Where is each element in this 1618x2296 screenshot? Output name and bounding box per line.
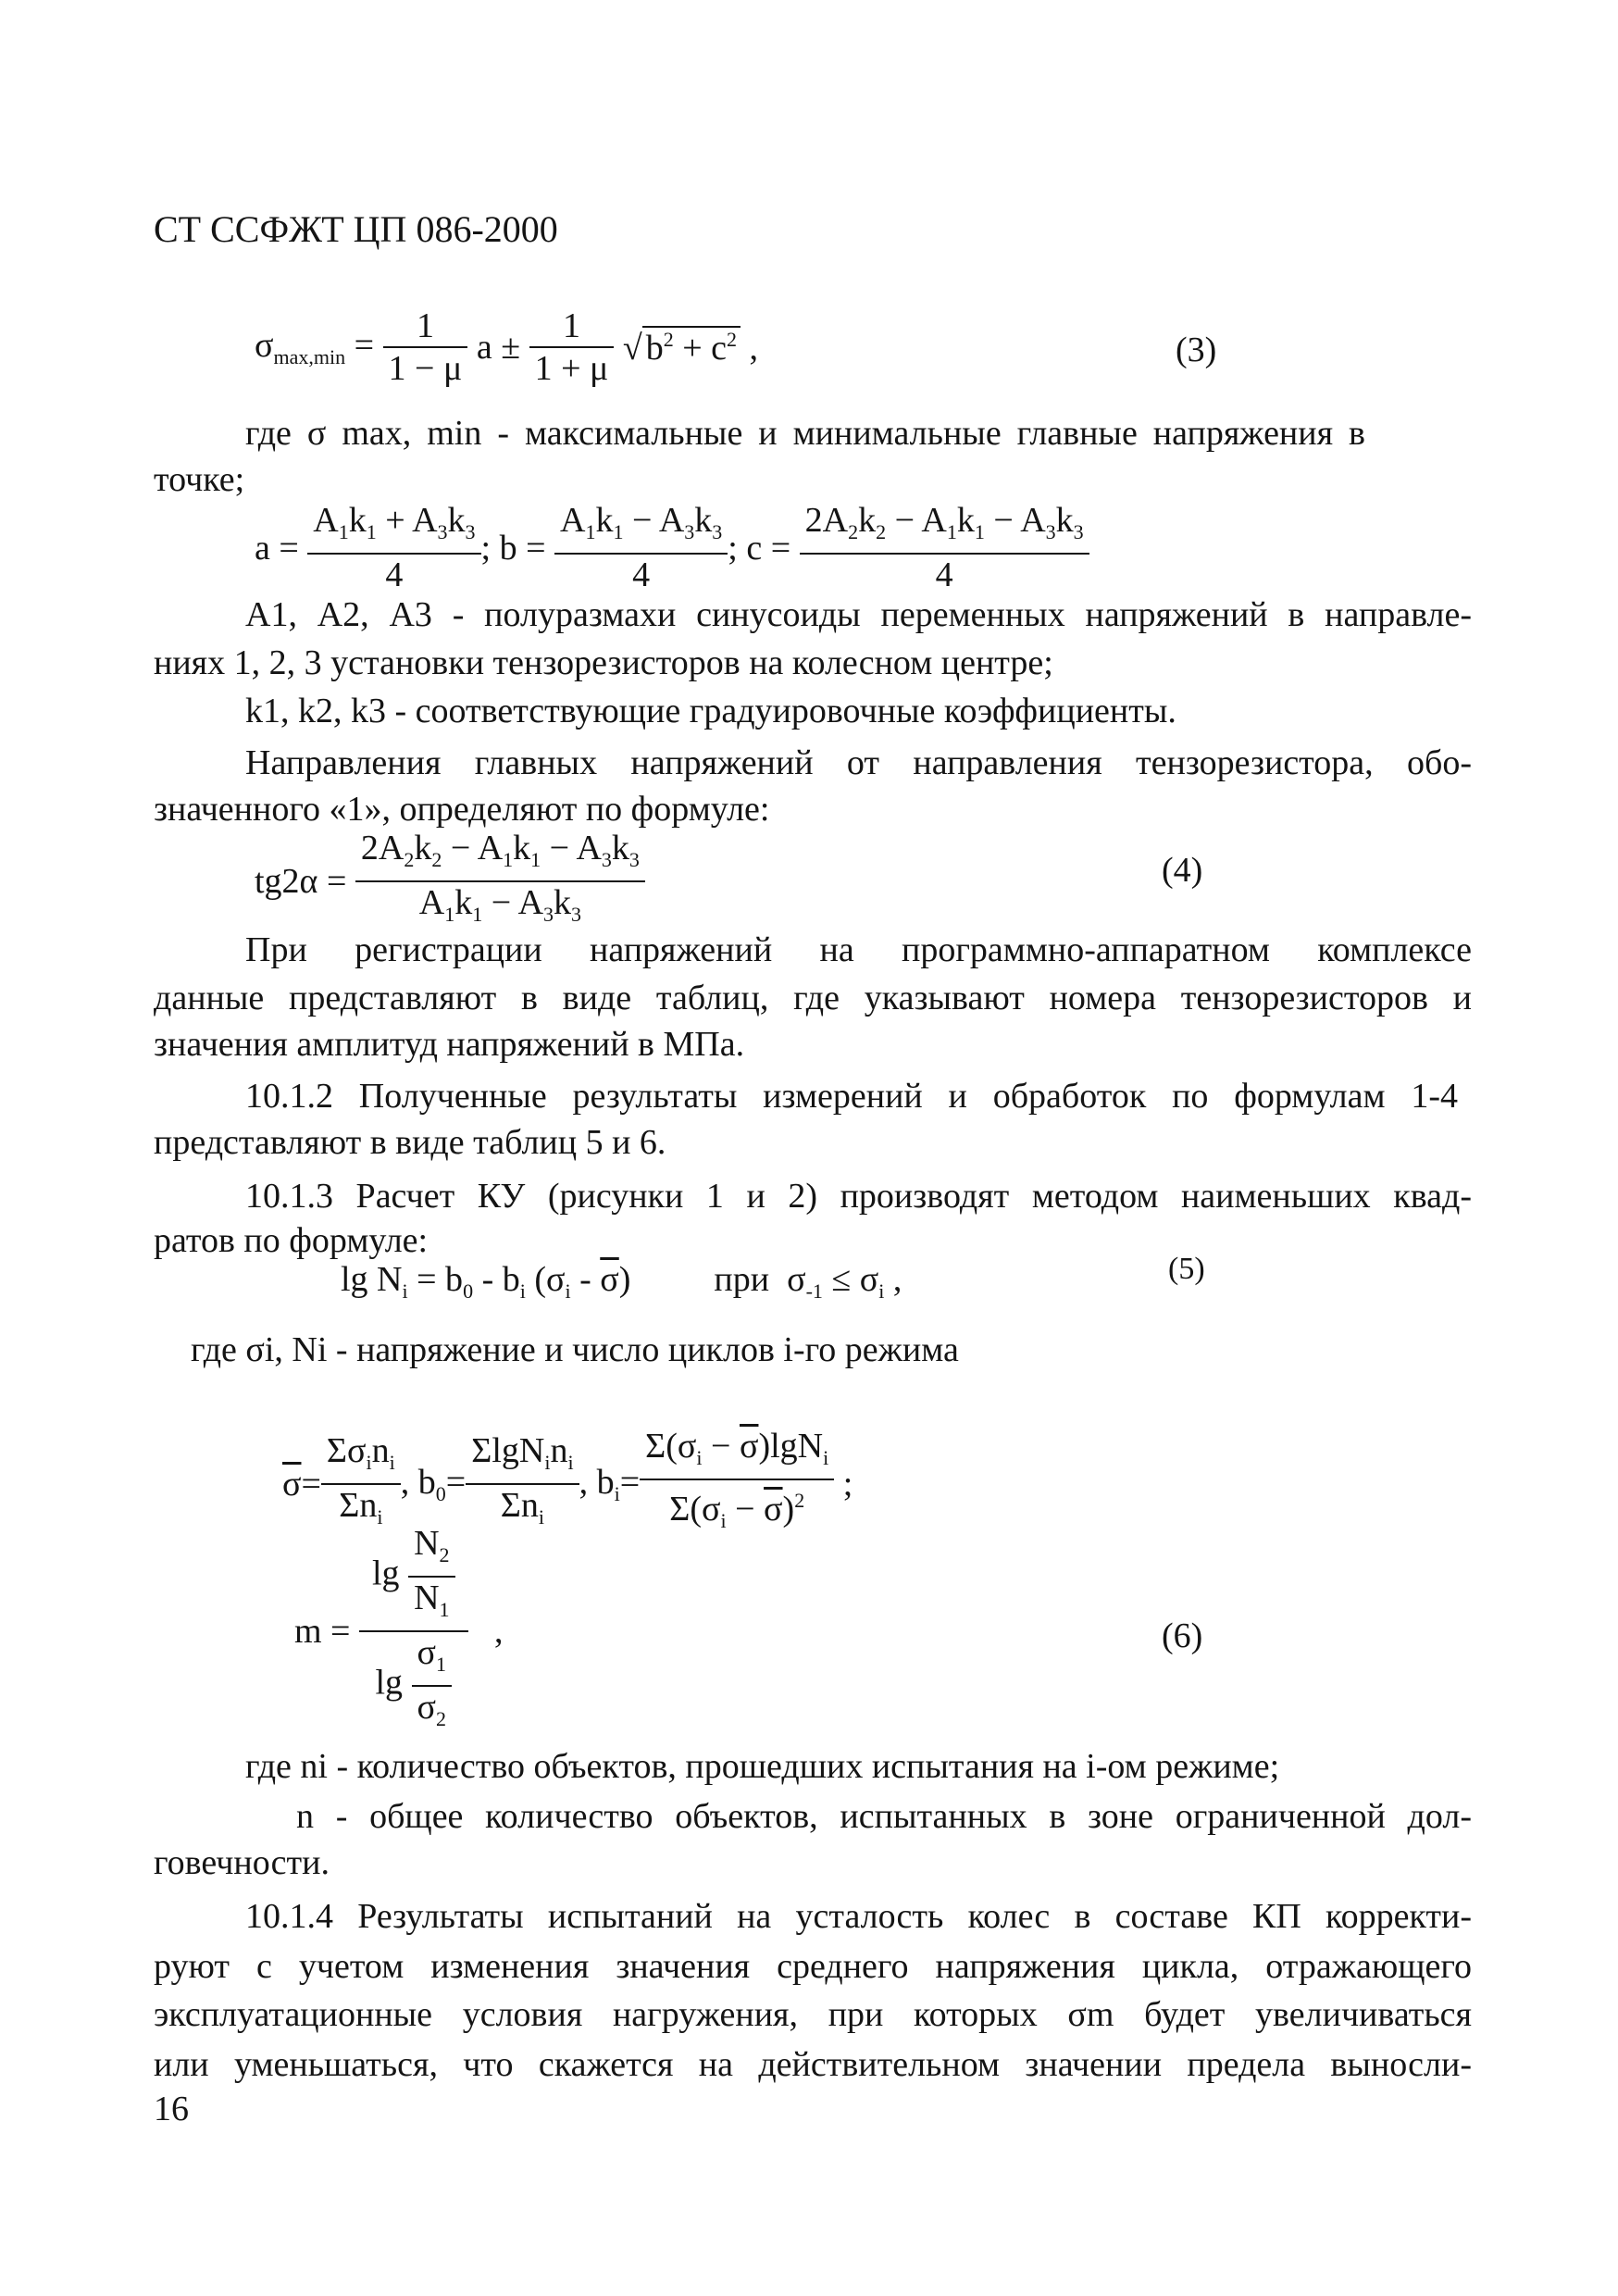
formula-6-number: (6) (1162, 1616, 1203, 1655)
paragraph-10-1-4-4: или уменьшаться, что скажется на действительном значении предела выносли- (154, 2045, 1472, 2084)
formula-5: $\lg N_i = b_0 - b_i$ $(\sigma_i - \overline{\sigma})$ при $\sigma_{-1} \le \sigma_i$ , (341, 1260, 902, 1303)
paragraph-directions-2: значенного «1», определяют по формуле: (154, 790, 770, 829)
paragraph-10-1-4: 10.1.4 Результаты испытаний на усталость колес в составе КП корректи- (245, 1897, 1472, 1936)
formula-4: tg2α = $\frac{2A_2k_2 - A_1k_1 - A_3k_3}{A_1k_1 - A_3k_3}$ (255, 828, 645, 935)
where-n-total-cont: говечности. (154, 1843, 330, 1882)
paragraph-10-1-3-cont: ратов по формуле: (154, 1221, 429, 1260)
where-sigma-line: где σ max, min - максимальные и минимальные главные напряжения в (245, 414, 1365, 453)
formula-6: m = lg $\frac{N_2}{N_1}$ lg $\frac{\sigma_1}{\sigma_2}$ , (294, 1524, 504, 1730)
paragraph-10-1-3: 10.1.3 Расчет КУ (рисунки 1 и 2) производят методом наименьших квад- (245, 1177, 1472, 1216)
paragraph-registration: При регистрации напряжений на программно-аппаратном комплексе (245, 930, 1472, 969)
formula-3: $\sigma_{max,min}$ = $\frac{1}{1 - \mu}$ a ± $\frac{1}{1 + \mu}$ √ $b^2 + c^2$ , (255, 306, 759, 388)
paragraph-10-1-2-cont: представляют в виде таблиц 5 и 6. (154, 1123, 666, 1162)
document-code-header: СТ ССФЖТ ЦП 086-2000 (154, 208, 558, 250)
paragraph-registration-2: данные представляют в виде таблиц, где указывают номера тензорезисторов и (154, 979, 1472, 1017)
paragraph-10-1-4-2: руют с учетом изменения значения среднего напряжения цикла, отражающего (154, 1947, 1472, 1986)
paragraph-amplitudes: А1, А2, А3 - полуразмахи синусоиды переменных напряжений в направле- (245, 595, 1472, 634)
formula-abc: a = $\frac{A_1k_1 + A_3k_3}{4}$ ; b = $\frac{A_1k_1 - A_3k_3}{4}$ ; c = $\frac{2A_2k_2 - A_1k_1 - A_3k_3}{4}$ (255, 500, 1089, 595)
paragraph-10-1-4-3: эксплуатационные условия нагружения, при которых σm будет увеличиваться (154, 1995, 1472, 2034)
where-sigma-line-2: точке; (154, 460, 245, 499)
formula-means: $\overline{\sigma}$ = $\frac{\Sigma\sigma_in_i}{\Sigma n_i}$ , $b_0=$ $\frac{\Sigma\lg N_in_i}{\Sigma n_i}$ , $b_i=$ $\frac{\Sigma(\sigma_i - \overline{\sigma})\lg N_i}{\Sigma(\sigma_i - \overline{\sigma})^2}$ ; (282, 1427, 853, 1532)
paragraph-amplitudes-2: ниях 1, 2, 3 установки тензорезисторов на колесном центре; (154, 643, 1053, 682)
paragraph-directions: Направления главных напряжений от направления тензорезистора, обо- (245, 743, 1472, 782)
paragraph-coefficients: k1, k2, k3 - соответствующие градуировочные коэффициенты. (245, 692, 1176, 730)
formula-3-number: (3) (1176, 331, 1217, 369)
formula-5-number: (5) (1168, 1252, 1205, 1286)
where-n-i: где ni - количество объектов, прошедших испытания на i-ом режиме; (245, 1747, 1280, 1786)
paragraph-10-1-2: 10.1.2 Полученные результаты измерений и обработок по формулам 1-4 (245, 1077, 1458, 1116)
page-number: 16 (154, 2090, 189, 2128)
where-sigma-n: где σi, Ni - напряжение и число циклов i-го режима (191, 1330, 959, 1369)
paragraph-registration-3: значения амплитуд напряжений в МПа. (154, 1025, 745, 1064)
formula-4-number: (4) (1162, 851, 1203, 890)
where-n-total: n - общее количество объектов, испытанных в зоне ограниченной дол- (296, 1797, 1472, 1836)
